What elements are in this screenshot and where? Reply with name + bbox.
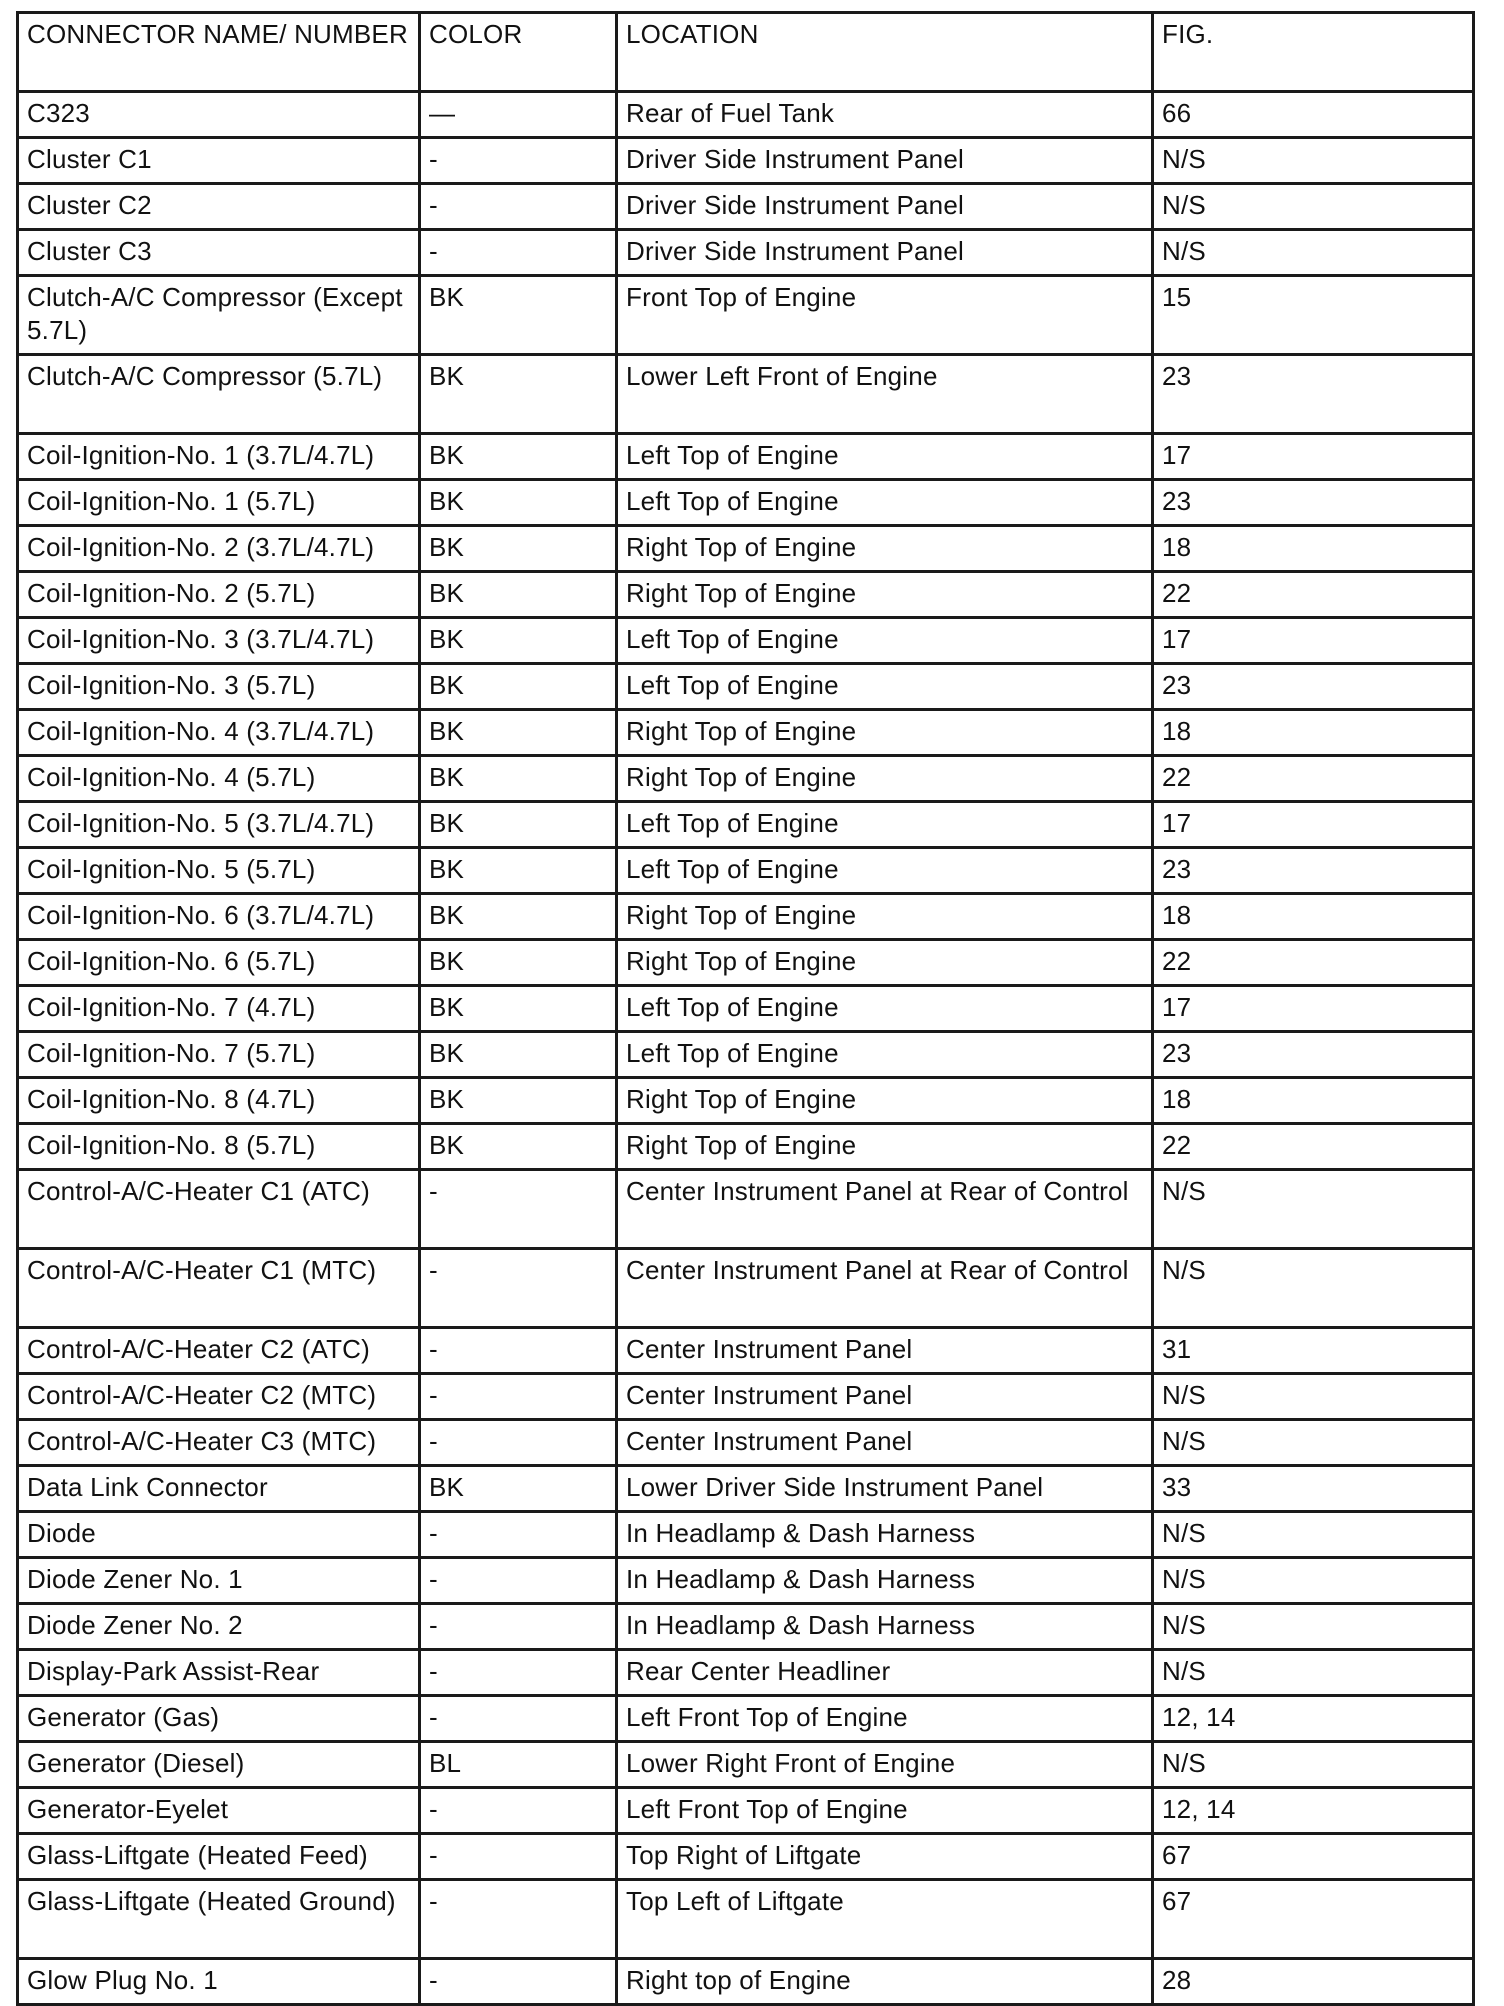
cell-fig: 17 (1153, 618, 1474, 664)
cell-color: - (420, 1788, 617, 1834)
cell-color: BK (420, 894, 617, 940)
table-row (18, 618, 1474, 664)
cell-color: BK (420, 434, 617, 480)
table-row (18, 1466, 1474, 1512)
table-row (18, 1959, 1474, 2005)
cell-connector-name: Diode Zener No. 2 (18, 1604, 420, 1650)
header-row (18, 13, 1474, 92)
cell-location: Driver Side Instrument Panel (617, 230, 1153, 276)
cell-fig: 22 (1153, 1124, 1474, 1170)
cell-connector-name: Coil-Ignition-No. 2 (5.7L) (18, 572, 420, 618)
cell-location: Right Top of Engine (617, 572, 1153, 618)
cell-color: BK (420, 802, 617, 848)
cell-color: BK (420, 1124, 617, 1170)
cell-color: - (420, 1512, 617, 1558)
cell-location: Right Top of Engine (617, 1078, 1153, 1124)
cell-fig: N/S (1153, 184, 1474, 230)
cell-location: Rear Center Headliner (617, 1650, 1153, 1696)
table-row (18, 1374, 1474, 1420)
cell-fig: 23 (1153, 664, 1474, 710)
cell-location: Left Top of Engine (617, 1032, 1153, 1078)
cell-location: Left Top of Engine (617, 434, 1153, 480)
table-row (18, 1696, 1474, 1742)
cell-color: BK (420, 710, 617, 756)
cell-color: BK (420, 1078, 617, 1124)
cell-location: Rear of Fuel Tank (617, 92, 1153, 138)
cell-location: Lower Left Front of Engine (617, 355, 1153, 434)
table-row (18, 526, 1474, 572)
cell-color: BK (420, 276, 617, 355)
cell-color: BK (420, 572, 617, 618)
cell-fig: N/S (1153, 1249, 1474, 1328)
cell-connector-name: Coil-Ignition-No. 2 (3.7L/4.7L) (18, 526, 420, 572)
cell-color: BK (420, 664, 617, 710)
cell-color: - (420, 1604, 617, 1650)
cell-color: - (420, 1880, 617, 1959)
cell-color: - (420, 1696, 617, 1742)
cell-location: Right Top of Engine (617, 710, 1153, 756)
cell-fig: 18 (1153, 710, 1474, 756)
cell-fig: 23 (1153, 848, 1474, 894)
cell-color: BK (420, 1466, 617, 1512)
cell-fig: 17 (1153, 802, 1474, 848)
cell-fig: N/S (1153, 1558, 1474, 1604)
cell-connector-name: Diode (18, 1512, 420, 1558)
table-row (18, 1650, 1474, 1696)
cell-color: - (420, 1328, 617, 1374)
cell-color: BK (420, 756, 617, 802)
cell-location: Center Instrument Panel (617, 1328, 1153, 1374)
cell-fig: N/S (1153, 1650, 1474, 1696)
cell-connector-name: Generator (Diesel) (18, 1742, 420, 1788)
cell-connector-name: Control-A/C-Heater C2 (MTC) (18, 1374, 420, 1420)
cell-location: Right Top of Engine (617, 756, 1153, 802)
table-row (18, 1604, 1474, 1650)
cell-location: In Headlamp & Dash Harness (617, 1512, 1153, 1558)
cell-color: - (420, 184, 617, 230)
cell-location: Center Instrument Panel at Rear of Control (617, 1170, 1153, 1249)
cell-location: Front Top of Engine (617, 276, 1153, 355)
cell-connector-name: Coil-Ignition-No. 7 (5.7L) (18, 1032, 420, 1078)
header-color: COLOR (420, 13, 617, 92)
cell-location: Lower Driver Side Instrument Panel (617, 1466, 1153, 1512)
cell-connector-name: Control-A/C-Heater C1 (MTC) (18, 1249, 420, 1328)
cell-fig: 18 (1153, 1078, 1474, 1124)
table-row (18, 1328, 1474, 1374)
cell-connector-name: Coil-Ignition-No. 1 (3.7L/4.7L) (18, 434, 420, 480)
table-row (18, 894, 1474, 940)
cell-connector-name: Coil-Ignition-No. 3 (3.7L/4.7L) (18, 618, 420, 664)
cell-connector-name: Clutch-A/C Compressor (Except 5.7L) (18, 276, 420, 355)
cell-location: Center Instrument Panel at Rear of Control (617, 1249, 1153, 1328)
cell-location: Driver Side Instrument Panel (617, 184, 1153, 230)
cell-location: Left Top of Engine (617, 986, 1153, 1032)
cell-color: - (420, 1170, 617, 1249)
table-row (18, 230, 1474, 276)
cell-color: BK (420, 618, 617, 664)
table-row (18, 92, 1474, 138)
table-row (18, 1078, 1474, 1124)
cell-location: Right Top of Engine (617, 526, 1153, 572)
cell-connector-name: Coil-Ignition-No. 6 (5.7L) (18, 940, 420, 986)
cell-fig: N/S (1153, 1420, 1474, 1466)
cell-color: BK (420, 986, 617, 1032)
cell-fig: 31 (1153, 1328, 1474, 1374)
cell-fig: 23 (1153, 480, 1474, 526)
cell-fig: 17 (1153, 434, 1474, 480)
cell-fig: 22 (1153, 572, 1474, 618)
cell-fig: N/S (1153, 1512, 1474, 1558)
cell-location: Top Right of Liftgate (617, 1834, 1153, 1880)
cell-connector-name: Cluster C3 (18, 230, 420, 276)
table-row (18, 664, 1474, 710)
cell-fig: 28 (1153, 1959, 1474, 2005)
cell-connector-name: Coil-Ignition-No. 4 (3.7L/4.7L) (18, 710, 420, 756)
cell-connector-name: Coil-Ignition-No. 1 (5.7L) (18, 480, 420, 526)
table-row (18, 1512, 1474, 1558)
cell-connector-name: Display-Park Assist-Rear (18, 1650, 420, 1696)
cell-connector-name: Glass-Liftgate (Heated Ground) (18, 1880, 420, 1959)
cell-fig: N/S (1153, 1742, 1474, 1788)
cell-color: - (420, 1374, 617, 1420)
cell-fig: N/S (1153, 230, 1474, 276)
cell-location: Left Top of Engine (617, 664, 1153, 710)
cell-location: Left Top of Engine (617, 848, 1153, 894)
cell-location: Right Top of Engine (617, 1124, 1153, 1170)
cell-color: BK (420, 355, 617, 434)
cell-fig: 22 (1153, 940, 1474, 986)
cell-fig: 12, 14 (1153, 1696, 1474, 1742)
table-row (18, 184, 1474, 230)
cell-connector-name: Generator-Eyelet (18, 1788, 420, 1834)
cell-fig: N/S (1153, 1604, 1474, 1650)
table-row (18, 1558, 1474, 1604)
table-row (18, 480, 1474, 526)
header-connector-name: CONNECTOR NAME/ NUMBER (18, 13, 420, 92)
table-row (18, 848, 1474, 894)
cell-connector-name: Control-A/C-Heater C2 (ATC) (18, 1328, 420, 1374)
cell-fig: 66 (1153, 92, 1474, 138)
connector-location-table-wrapper (16, 11, 1472, 2006)
table-row (18, 434, 1474, 480)
cell-location: Left Top of Engine (617, 802, 1153, 848)
cell-connector-name: Coil-Ignition-No. 4 (5.7L) (18, 756, 420, 802)
cell-location: Left Front Top of Engine (617, 1696, 1153, 1742)
header-location: LOCATION (617, 13, 1153, 92)
cell-color: - (420, 138, 617, 184)
cell-location: In Headlamp & Dash Harness (617, 1558, 1153, 1604)
cell-color: - (420, 1420, 617, 1466)
cell-location: Left Top of Engine (617, 480, 1153, 526)
table-row (18, 1170, 1474, 1249)
cell-connector-name: Generator (Gas) (18, 1696, 420, 1742)
cell-connector-name: Control-A/C-Heater C1 (ATC) (18, 1170, 420, 1249)
cell-connector-name: Clutch-A/C Compressor (5.7L) (18, 355, 420, 434)
header-fig: FIG. (1153, 13, 1474, 92)
table-row (18, 940, 1474, 986)
cell-location: Left Top of Engine (617, 618, 1153, 664)
cell-color: - (420, 1650, 617, 1696)
cell-fig: N/S (1153, 1374, 1474, 1420)
cell-location: In Headlamp & Dash Harness (617, 1604, 1153, 1650)
cell-connector-name: Coil-Ignition-No. 3 (5.7L) (18, 664, 420, 710)
cell-connector-name: C323 (18, 92, 420, 138)
table-header (18, 13, 1474, 92)
cell-fig: 33 (1153, 1466, 1474, 1512)
cell-color: - (420, 1558, 617, 1604)
table-row (18, 1249, 1474, 1328)
cell-fig: N/S (1153, 138, 1474, 184)
cell-location: Top Left of Liftgate (617, 1880, 1153, 1959)
table-row (18, 710, 1474, 756)
cell-location: Right top of Engine (617, 1959, 1153, 2005)
table-row (18, 572, 1474, 618)
table-row (18, 1788, 1474, 1834)
cell-connector-name: Coil-Ignition-No. 5 (3.7L/4.7L) (18, 802, 420, 848)
cell-color: - (420, 1834, 617, 1880)
cell-color: - (420, 1249, 617, 1328)
table-body (18, 92, 1474, 2005)
table-row (18, 756, 1474, 802)
cell-connector-name: Coil-Ignition-No. 6 (3.7L/4.7L) (18, 894, 420, 940)
table-row (18, 986, 1474, 1032)
table-row (18, 138, 1474, 184)
cell-connector-name: Cluster C2 (18, 184, 420, 230)
cell-fig: 22 (1153, 756, 1474, 802)
connector-location-table (16, 11, 1475, 2006)
table-row (18, 1742, 1474, 1788)
cell-color: BK (420, 526, 617, 572)
cell-connector-name: Cluster C1 (18, 138, 420, 184)
cell-connector-name: Coil-Ignition-No. 8 (4.7L) (18, 1078, 420, 1124)
cell-location: Right Top of Engine (617, 940, 1153, 986)
cell-connector-name: Data Link Connector (18, 1466, 420, 1512)
cell-fig: 15 (1153, 276, 1474, 355)
cell-fig: 12, 14 (1153, 1788, 1474, 1834)
table-row (18, 1032, 1474, 1078)
cell-color: BL (420, 1742, 617, 1788)
cell-connector-name: Glow Plug No. 1 (18, 1959, 420, 2005)
cell-fig: 23 (1153, 1032, 1474, 1078)
cell-location: Left Front Top of Engine (617, 1788, 1153, 1834)
cell-fig: 67 (1153, 1880, 1474, 1959)
cell-connector-name: Coil-Ignition-No. 5 (5.7L) (18, 848, 420, 894)
cell-fig: 18 (1153, 894, 1474, 940)
cell-connector-name: Coil-Ignition-No. 8 (5.7L) (18, 1124, 420, 1170)
cell-location: Lower Right Front of Engine (617, 1742, 1153, 1788)
cell-fig: 18 (1153, 526, 1474, 572)
table-row (18, 355, 1474, 434)
table-row (18, 1420, 1474, 1466)
cell-connector-name: Diode Zener No. 1 (18, 1558, 420, 1604)
table-row (18, 1880, 1474, 1959)
cell-connector-name: Coil-Ignition-No. 7 (4.7L) (18, 986, 420, 1032)
table-row (18, 276, 1474, 355)
cell-fig: N/S (1153, 1170, 1474, 1249)
cell-color: BK (420, 480, 617, 526)
table-row (18, 1124, 1474, 1170)
cell-color: BK (420, 848, 617, 894)
cell-location: Center Instrument Panel (617, 1374, 1153, 1420)
cell-location: Right Top of Engine (617, 894, 1153, 940)
cell-location: Driver Side Instrument Panel (617, 138, 1153, 184)
cell-fig: 23 (1153, 355, 1474, 434)
cell-color: - (420, 230, 617, 276)
cell-color: — (420, 92, 617, 138)
table-row (18, 802, 1474, 848)
cell-location: Center Instrument Panel (617, 1420, 1153, 1466)
table-row (18, 1834, 1474, 1880)
cell-color: BK (420, 940, 617, 986)
cell-color: - (420, 1959, 617, 2005)
cell-fig: 17 (1153, 986, 1474, 1032)
cell-connector-name: Control-A/C-Heater C3 (MTC) (18, 1420, 420, 1466)
cell-fig: 67 (1153, 1834, 1474, 1880)
cell-connector-name: Glass-Liftgate (Heated Feed) (18, 1834, 420, 1880)
cell-color: BK (420, 1032, 617, 1078)
